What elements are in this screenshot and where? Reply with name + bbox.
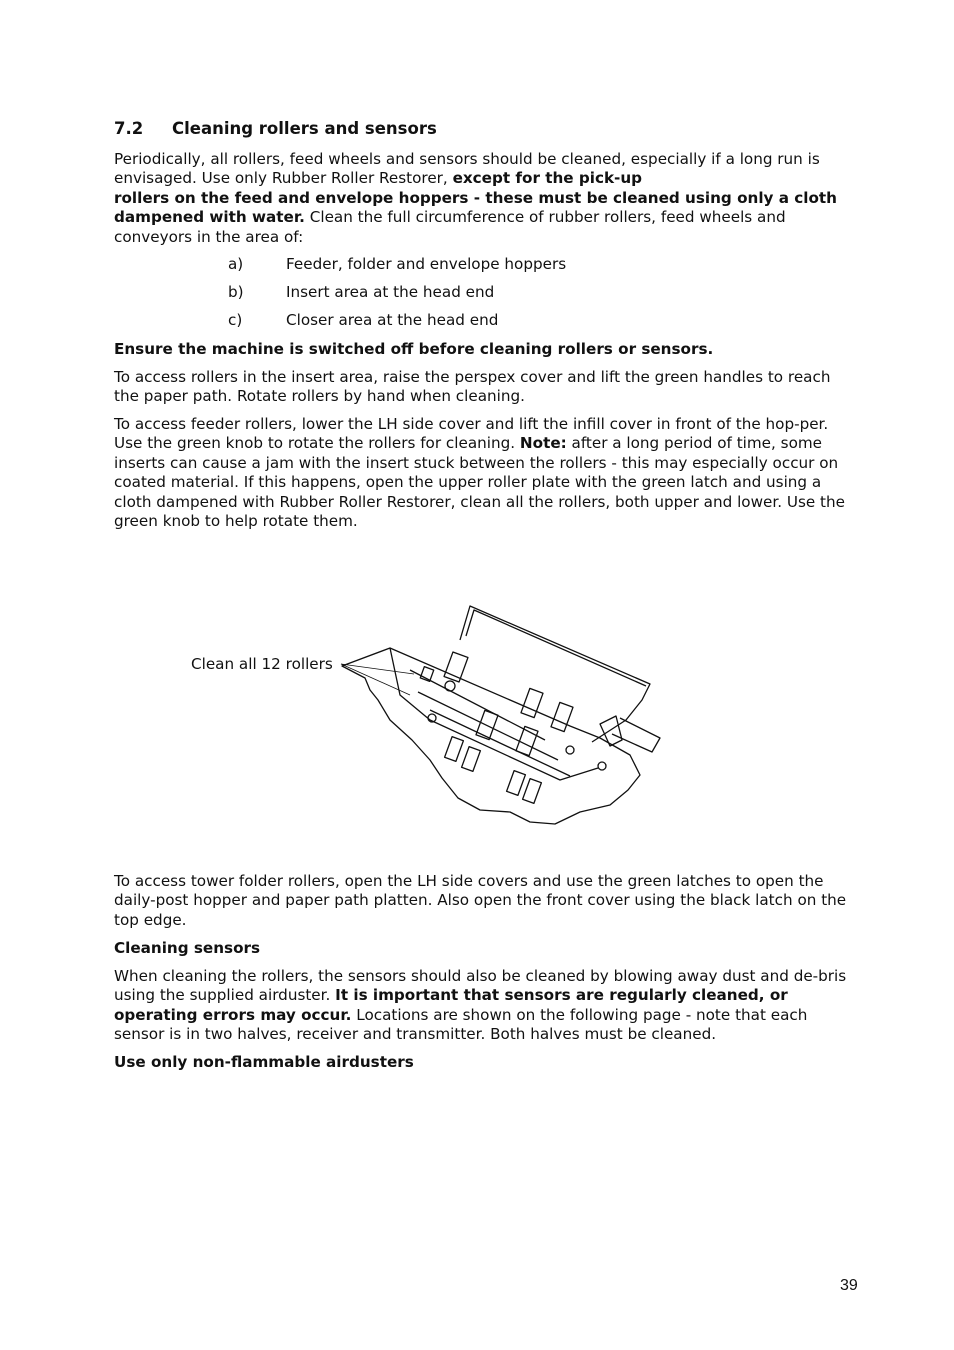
sensors-paragraph: [114, 967, 860, 1045]
list-text: Insert area at the head end: [286, 283, 495, 301]
warning-bold: Ensure the machine is switched off before cleaning rollers or sensors.: [114, 340, 714, 358]
airduster-note: [114, 1053, 860, 1072]
page-number: 39: [840, 1277, 858, 1294]
section-number: 7.2: [114, 119, 144, 138]
insert-area-paragraph: [114, 368, 860, 407]
machine-illustration: [330, 600, 670, 830]
warning-text: [114, 340, 860, 359]
list-letter: c): [228, 311, 243, 329]
section-title: Cleaning rollers and sensors: [172, 119, 437, 138]
list-letter: a): [228, 255, 244, 273]
insert-area-text: To access rollers in the insert area, raise the perspex cover and lift the green handles to reach the paper path. Rotate rollers by hand when cleaning.: [114, 368, 831, 406]
intro-paragraph: [114, 150, 848, 247]
tower-folder-text: To access tower folder rollers, open the LH side covers and use the green latches to open the daily-post hopper and paper path platten. Also open the front cover using the black latch on the top edge.: [114, 872, 847, 929]
intro-bold-2: rollers on the feed and envelope hoppers - these must be cleaned using only a cloth dampened with water.: [114, 188, 837, 227]
list-text: Feeder, folder and envelope hoppers: [286, 255, 567, 273]
sensors-text-2: Locations are shown on the following page - note that each sensor is in two halves, receiver and transmitter. Both halves must be cleaned.: [114, 1005, 808, 1044]
feeder-paragraph: [114, 415, 860, 531]
figure-callout: Clean all 12 rollers: [191, 655, 333, 673]
note-label: Note:: [519, 434, 567, 453]
intro-text: Periodically, all rollers, feed wheels and sensors should be cleaned, especially if a long run is envisaged. Use only Rubber Roller Restorer,: [114, 150, 820, 188]
feeder-text-2: after a long period of time, some inserts can cause a jam with the insert stuck between the rollers - this may especially occur on coated material. If this happens, open the upper roller plate with the green latch and using a cloth dampened with Rubber Roller Restorer, clean all the rollers, both upper and lower. Use the green knob to help rotate them.: [114, 434, 845, 531]
list-text: Closer area at the head end: [286, 311, 499, 329]
list-item-a: [228, 255, 566, 274]
section-heading: [114, 119, 860, 138]
list-letter: b): [228, 283, 244, 301]
sensors-text-1: When cleaning the rollers, the sensors should also be cleaned by blowing away dust and de-bris using the supplied airduster.: [114, 967, 847, 1005]
list-item-c: [228, 311, 498, 330]
sensors-heading-text: Cleaning sensors: [114, 939, 261, 957]
tower-folder-paragraph: [114, 872, 860, 930]
intro-text-2: Clean the full circumference of rubber rollers, feed wheels and conveyors in the area of:: [114, 208, 786, 246]
airduster-note-text: Use only non-flammable airdusters: [114, 1053, 414, 1071]
sensors-bold: It is important that sensors are regularly cleaned, or operating errors may occur.: [114, 986, 788, 1024]
list-item-b: [228, 283, 494, 302]
intro-bold-1: except for the pick-up: [452, 169, 643, 188]
feeder-text-1: To access feeder rollers, lower the LH side cover and lift the infill cover in front of the hop-per. Use the green knob to rotate the rollers for cleaning.: [114, 415, 829, 453]
sensors-heading: [114, 939, 860, 958]
